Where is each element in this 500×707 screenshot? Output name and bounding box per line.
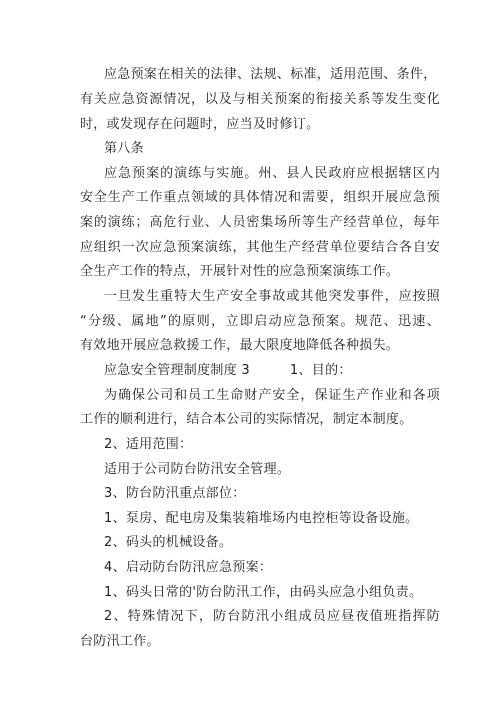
list-item: 2、特殊情况下，防台防汛小组成员应昼夜值班指挥防 — [104, 609, 440, 624]
list-item: 2、码头的机械设备。 — [104, 535, 233, 550]
text-line: “分级、属地”的原则，立即启动应急预案。规范、迅速、 — [80, 314, 440, 329]
text-line: 一旦发生重特大生产安全事故或其他突发事件，应按照 — [104, 289, 440, 304]
text-line: 应急预案的演练与实施。州、县人民政府应根据辖区内 — [104, 166, 440, 181]
section-heading: 第八条 — [104, 141, 144, 156]
text-line: 安全生产工作重点领域的具体情况和需要，组织开展应急预 — [80, 190, 440, 205]
section-heading: 4、启动防台防汛应急预案： — [104, 560, 273, 575]
text-line: 时，或发现存在问题时，应当及时修订。 — [80, 117, 320, 132]
text-line: 有效地开展应急救援工作，最大限度地降低各种损失。 — [80, 338, 400, 353]
list-item: 1、泵房、配电房及集装箱堆场内电控柜等设备设施。 — [104, 511, 419, 526]
section-heading: 3、防台防汛重点部位： — [104, 486, 246, 501]
section-heading: 2、适用范围： — [104, 437, 193, 452]
section-heading: 应急安全管理制度制度 3 1、目的： — [104, 363, 352, 378]
list-item: 1、码头日常的'防台防汛工作，由码头应急小组负责。 — [104, 585, 423, 600]
text-line: 适用于公司防台防汛安全管理。 — [104, 462, 291, 477]
text-line: 台防汛工作。 — [80, 634, 160, 649]
text-line: 案的演练；高危行业、人员密集场所等生产经营单位，每年 — [80, 215, 440, 230]
text-line: 工作的顺利进行，结合本公司的实际情况，制定本制度。 — [80, 412, 413, 427]
text-line: 应组织一次应急预案演练，其他生产经营单位要结合各自安 — [80, 240, 440, 255]
text-line: 为确保公司和员工生命财产安全，保证生产作业和各项 — [104, 388, 440, 403]
text-line: 全生产工作的特点，开展针对性的应急预案演练工作。 — [80, 264, 400, 279]
text-line: 有关应急资源情况，以及与相关预案的衔接关系等发生变化 — [80, 92, 440, 107]
text-line: 应急预案在相关的法律、法规、标准，适用范围、条件， — [104, 67, 437, 82]
